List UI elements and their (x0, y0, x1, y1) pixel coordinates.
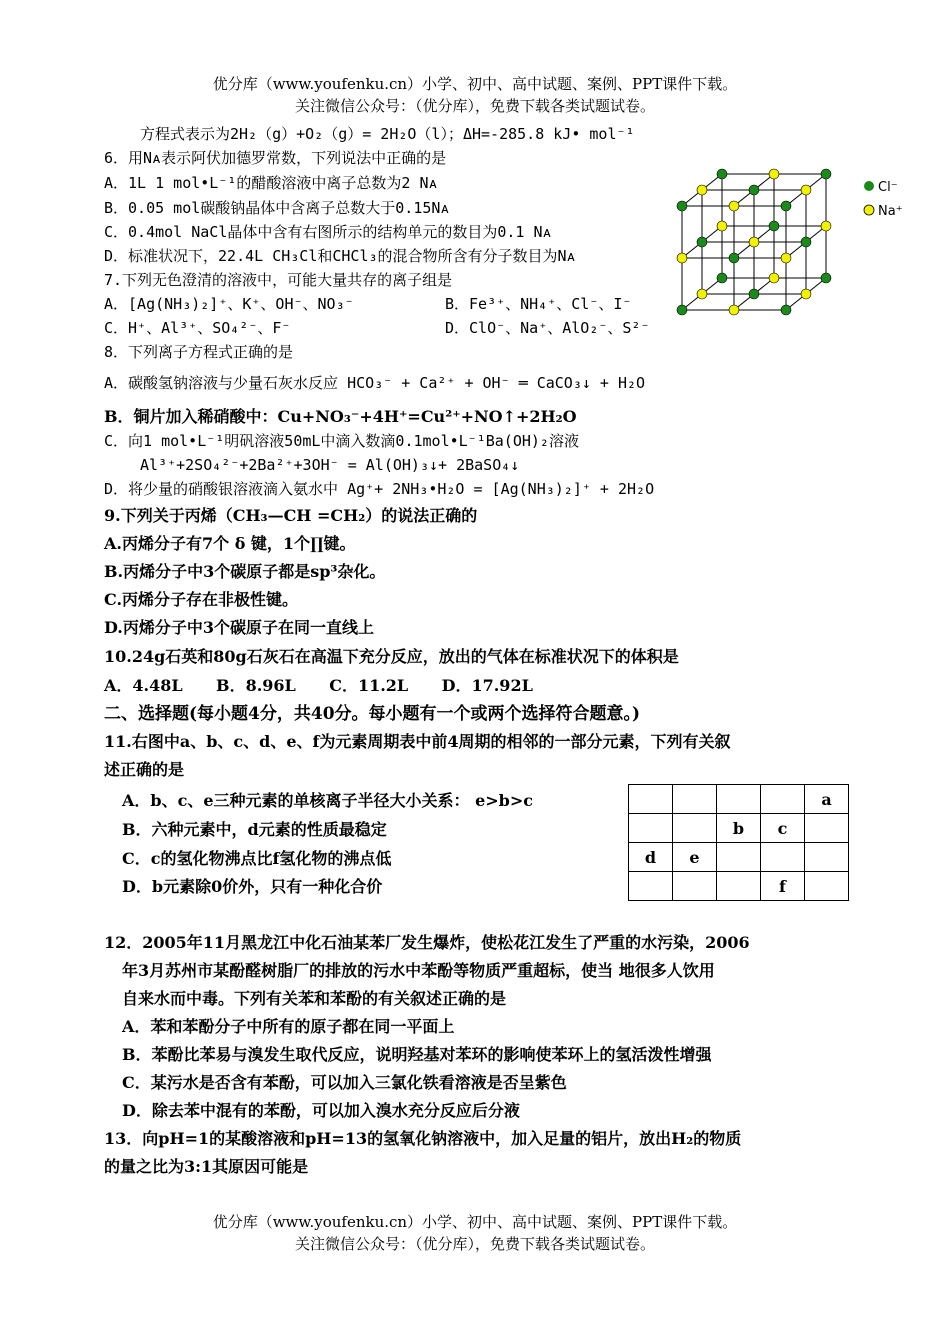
question-6: 6．用Nᴀ表示阿伏加德罗常数，下列说法中正确的是 (104, 149, 447, 167)
question-9-option-a: A.丙烯分子有7个 δ 键，1个∏键。 (104, 534, 356, 553)
footer-line-2: 关注微信公众号：（优分库），免费下载各类试题试卷。 (294, 1235, 655, 1253)
question-13-line-2: 的量之比为3:1其原因可能是 (104, 1157, 309, 1176)
question-7-option-d: D．ClO⁻、Na⁺、AlO₂⁻、S²⁻ (445, 319, 650, 337)
table-row (629, 843, 849, 872)
cl-ion (717, 273, 727, 283)
cl-ion (729, 253, 739, 263)
na-ion (729, 201, 739, 211)
cl-ion (749, 185, 759, 195)
question-12-line-2: 年3月苏州市某酚醛树脂厂的排放的污水中苯酚等物质严重超标，使当 地很多人饮用 (122, 961, 715, 980)
cl-ion (801, 237, 811, 247)
element-cell (629, 814, 673, 843)
nacl-crystal-diagram (664, 160, 944, 320)
na-ion (769, 169, 779, 179)
section-2-heading: 二、选择题(每小题4分，共40分。每小题有一个或两个选择符合题意。) (104, 704, 641, 724)
table-row (629, 814, 849, 843)
question-9-option-b: B.丙烯分子中3个碳原子都是sp³杂化。 (104, 562, 386, 581)
question-7: 7.下列无色澄清的溶液中，可能大量共存的离子组是 (104, 271, 453, 289)
question-6-option-c: C．0.4mol NaCl晶体中含有右图所示的结构单元的数目为0.1 Nᴀ (104, 223, 552, 241)
footer-line-1: 优分库（www.youfenku.cn）小学、初中、高中试题、案例、PPT课件下载。 (212, 1213, 738, 1231)
question-9: 9.下列关于丙烯（CH₃—CH =CH₂）的说法正确的 (104, 506, 478, 525)
element-cell (805, 814, 849, 843)
question-12-option-a: A．苯和苯酚分子中所有的原子都在同一平面上 (122, 1017, 455, 1036)
question-12: 12．2005年11月黑龙江中化石油某苯厂发生爆炸，使松花江发生了严重的水污染，2006 (104, 933, 750, 952)
na-ion (801, 289, 811, 299)
question-10: 10.24g石英和80g石灰石在高温下充分反应，放出的气体在标准状况下的体积是 (104, 647, 679, 666)
element-cell (805, 843, 849, 872)
element-cell: f (761, 872, 805, 901)
na-ion (677, 253, 687, 263)
question-8-option-c: C．向1 mol•L⁻¹明矾溶液50mL中滴入数滴0.1mol•L⁻¹Ba(OH)₂溶液 (104, 432, 579, 450)
element-cell (717, 872, 761, 901)
question-8-option-c-equation: Al³⁺+2SO₄²⁻+2Ba²⁺+3OH⁻ = Al(OH)₃↓+ 2BaSO₄↓ (140, 456, 520, 474)
table-row (629, 785, 849, 814)
question-8: 8．下列离子方程式正确的是 (104, 343, 294, 361)
header-line-1: 优分库（www.youfenku.cn）小学、初中、高中试题、案例、PPT课件下载。 (212, 75, 738, 93)
question-7-option-b: B．Fe³⁺、NH₄⁺、Cl⁻、I⁻ (445, 295, 632, 313)
question-11-option-c: C．c的氢化物沸点比f氢化物的沸点低 (122, 849, 392, 868)
cl-ion (769, 221, 779, 231)
na-ion (749, 237, 759, 247)
question-13: 13．向pH=1的某酸溶液和pH=13的氢氧化钠溶液中，加入足量的铝片，放出H₂的物质 (104, 1129, 742, 1148)
element-cell (761, 785, 805, 814)
header-line-2: 关注微信公众号：（优分库），免费下载各类试题试卷。 (294, 97, 655, 115)
element-cell (717, 843, 761, 872)
legend-na-label: Na⁺ (878, 204, 903, 219)
cl-ion (749, 289, 759, 299)
question-10-options: A．4.48L B．8.96L C．11.2L D．17.92L (104, 676, 533, 695)
question-8-option-d: D．将少量的硝酸银溶液滴入氨水中 Ag⁺+ 2NH₃•H₂O = [Ag(NH₃)₂]⁺ + 2H₂O (104, 480, 655, 498)
element-cell (717, 785, 761, 814)
question-11-option-d: D．b元素除0价外，只有一种化合价 (122, 877, 383, 896)
cl-ion (821, 169, 831, 179)
element-cell (629, 872, 673, 901)
question-11: 11.右图中a、b、c、d、e、f为元素周期表中前4周期的相邻的一部分元素，下列有关叙 (104, 732, 731, 751)
question-12-line-3: 自来水而中毒。下列有关苯和苯酚的有关叙述正确的是 (122, 989, 507, 1008)
element-cell: d (629, 843, 673, 872)
cl-ion (697, 237, 707, 247)
table-row (629, 872, 849, 901)
cl-ion (781, 201, 791, 211)
element-cell (629, 785, 673, 814)
cl-ion (677, 305, 687, 315)
question-6-option-b: B．0.05 mol碳酸钠晶体中含离子总数大于0.15Nᴀ (104, 199, 450, 217)
cl-ion (821, 273, 831, 283)
question-11-option-b: B．六种元素中，d元素的性质最稳定 (122, 820, 387, 839)
legend-cl-marker (864, 181, 874, 191)
na-ion (781, 253, 791, 263)
cl-ion (717, 169, 727, 179)
question-7-option-a: A．[Ag(NH₃)₂]⁺、K⁺、OH⁻、NO₃⁻ (104, 295, 354, 313)
question-6-option-d: D．标准状况下，22.4L CH₃Cl和CHCl₃的混合物所含有分子数目为Nᴀ (104, 247, 576, 265)
na-ion (697, 185, 707, 195)
legend-na-marker (864, 205, 874, 215)
question-11-option-a: A．b、c、e三种元素的单核离子半径大小关系： e>b>c (122, 791, 534, 810)
element-cell (673, 785, 717, 814)
na-ion (801, 185, 811, 195)
na-ion (821, 221, 831, 231)
na-ion (769, 273, 779, 283)
na-ion (697, 289, 707, 299)
question-9-option-d: D.丙烯分子中3个碳原子在同一直线上 (104, 618, 375, 637)
cl-ion (677, 201, 687, 211)
question-8-option-b: B．铜片加入稀硝酸中：Cu+NO₃⁻+4H⁺=Cu²⁺+NO↑+2H₂O (104, 407, 577, 426)
element-cell: a (805, 785, 849, 814)
question-6-option-a: A．1L 1 mol•L⁻¹的醋酸溶液中离子总数为2 Nᴀ (104, 174, 438, 192)
question-7-option-c: C．H⁺、Al³⁺、SO₄²⁻、F⁻ (104, 319, 291, 337)
na-ion (729, 305, 739, 315)
question-11-line-2: 述正确的是 (104, 760, 185, 779)
question-9-option-c: C.丙烯分子存在非极性键。 (104, 590, 299, 609)
question-12-option-c: C．某污水是否含有苯酚，可以加入三氯化铁看溶液是否呈紫色 (122, 1073, 567, 1092)
element-cell: e (673, 843, 717, 872)
element-cell (761, 843, 805, 872)
element-cell: b (717, 814, 761, 843)
cl-ion (781, 305, 791, 315)
element-cell (805, 872, 849, 901)
periodic-table-fragment (628, 784, 849, 901)
question-8-option-a: A．碳酸氢钠溶液与少量石灰水反应 HCO₃⁻ + Ca²⁺ + OH⁻ ═ CaCO₃↓ + H₂O (104, 374, 646, 392)
question-12-option-b: B．苯酚比苯易与溴发生取代反应，说明羟基对苯环的影响使苯环上的氢活泼性增强 (122, 1045, 712, 1064)
element-cell: c (761, 814, 805, 843)
equation-line: 方程式表示为2H₂（g）+O₂（g）= 2H₂O（l）；ΔH=-285.8 kJ• mol⁻¹ (140, 125, 635, 143)
question-12-option-d: D．除去苯中混有的苯酚，可以加入溴水充分反应后分液 (122, 1101, 520, 1120)
element-cell (673, 814, 717, 843)
legend-cl-label: Cl⁻ (878, 180, 898, 195)
na-ion (717, 221, 727, 231)
element-cell (673, 872, 717, 901)
